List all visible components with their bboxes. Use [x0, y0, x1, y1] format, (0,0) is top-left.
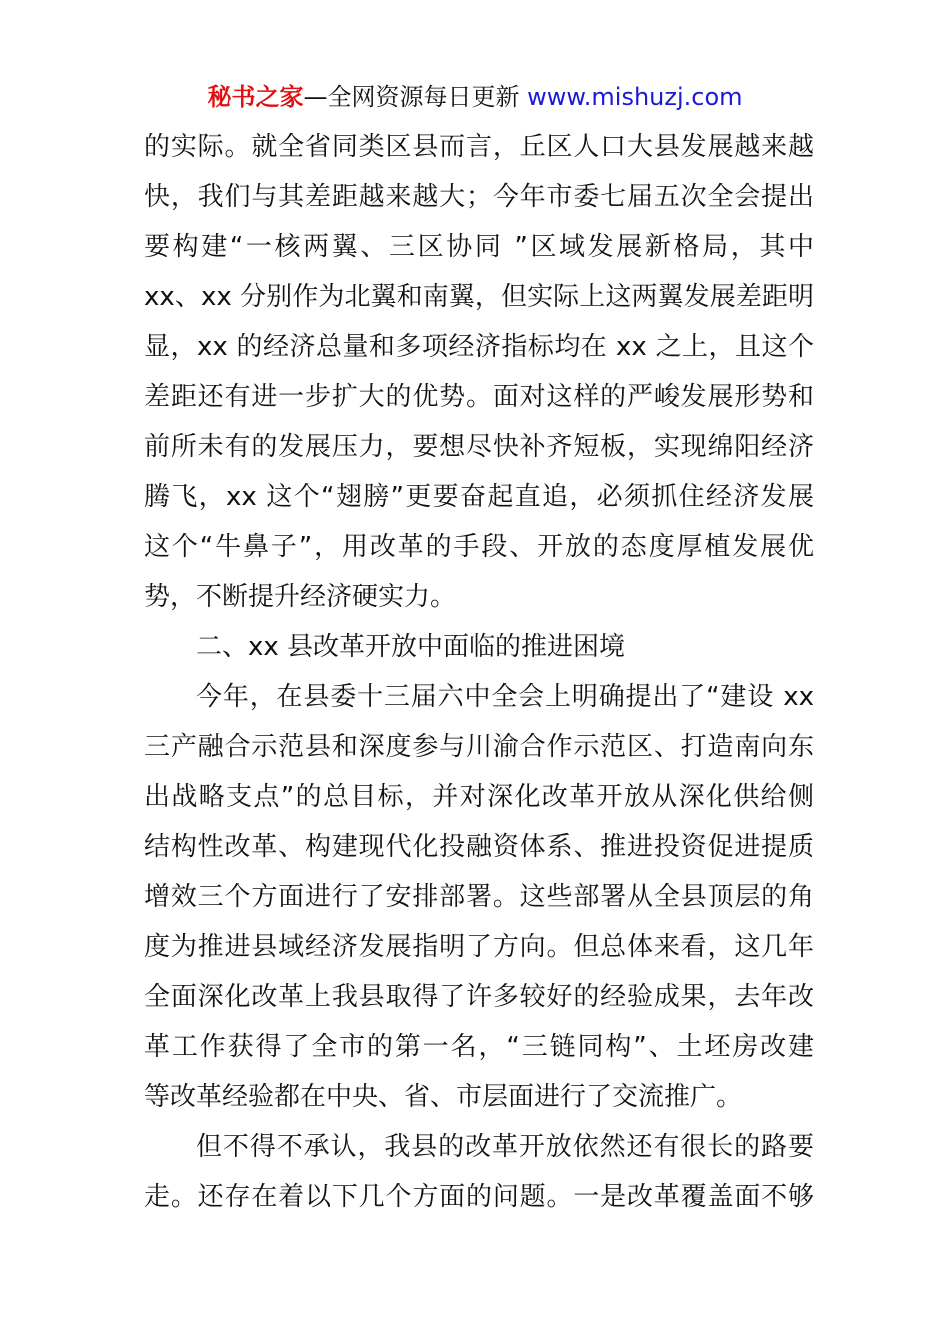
paragraph-line: xx、xx 分别作为北翼和南翼，但实际上这两翼发展差距明 [144, 282, 814, 312]
paragraph-line: 显，xx 的经济总量和多项经济指标均在 xx 之上，且这个 [144, 332, 814, 362]
paragraph-line: 腾飞，xx 这个“翅膀”更要奋起直追，必须抓住经济发展 [144, 482, 814, 512]
site-tagline: —全网资源每日更新 [303, 83, 528, 111]
paragraph-line: 全面深化改革上我县取得了许多较好的经验成果，去年改 [144, 982, 814, 1012]
section-heading: 二、xx 县改革开放中面临的推进困境 [196, 632, 626, 662]
paragraph-line: 度为推进县域经济发展指明了方向。但总体来看，这几年 [144, 932, 814, 962]
paragraph-line: 走。还存在着以下几个方面的问题。一是改革覆盖面不够 [144, 1182, 814, 1212]
paragraph-line: 要构建“一核两翼、三区协同 ”区域发展新格局，其中 [144, 232, 814, 262]
site-header [0, 80, 950, 114]
paragraph-line: 但不得不承认，我县的改革开放依然还有很长的路要 [196, 1132, 814, 1162]
paragraph-line: 三产融合示范县和深度参与川渝合作示范区、打造南向东 [144, 732, 814, 762]
paragraph-line: 增效三个方面进行了安排部署。这些部署从全县顶层的角 [144, 882, 814, 912]
paragraph-line: 势，不断提升经济硬实力。 [144, 582, 457, 612]
paragraph-line: 结构性改革、构建现代化投融资体系、推进投资促进提质 [144, 832, 814, 862]
paragraph-line: 这个“牛鼻子”，用改革的手段、开放的态度厚植发展优 [144, 532, 814, 562]
paragraph-line: 前所未有的发展压力，要想尽快补齐短板，实现绵阳经济 [144, 432, 814, 462]
paragraph-line: 革工作获得了全市的第一名，“三链同构”、土坯房改建 [144, 1032, 814, 1062]
site-brand: 秘书之家 [207, 83, 304, 111]
paragraph-line: 的实际。就全省同类区县而言，丘区人口大县发展越来越 [144, 132, 814, 162]
document-body [144, 122, 814, 1222]
site-url-link[interactable]: www.mishuzj.com [527, 83, 743, 111]
paragraph-line: 出战略支点”的总目标，并对深化改革开放从深化供给侧 [144, 782, 814, 812]
paragraph-line: 等改革经验都在中央、省、市层面进行了交流推广。 [144, 1082, 743, 1112]
paragraph-line: 差距还有进一步扩大的优势。面对这样的严峻发展形势和 [144, 382, 814, 412]
paragraph-line: 快，我们与其差距越来越大；今年市委七届五次全会提出 [144, 182, 814, 212]
paragraph-line: 今年，在县委十三届六中全会上明确提出了“建设 xx [196, 682, 814, 712]
